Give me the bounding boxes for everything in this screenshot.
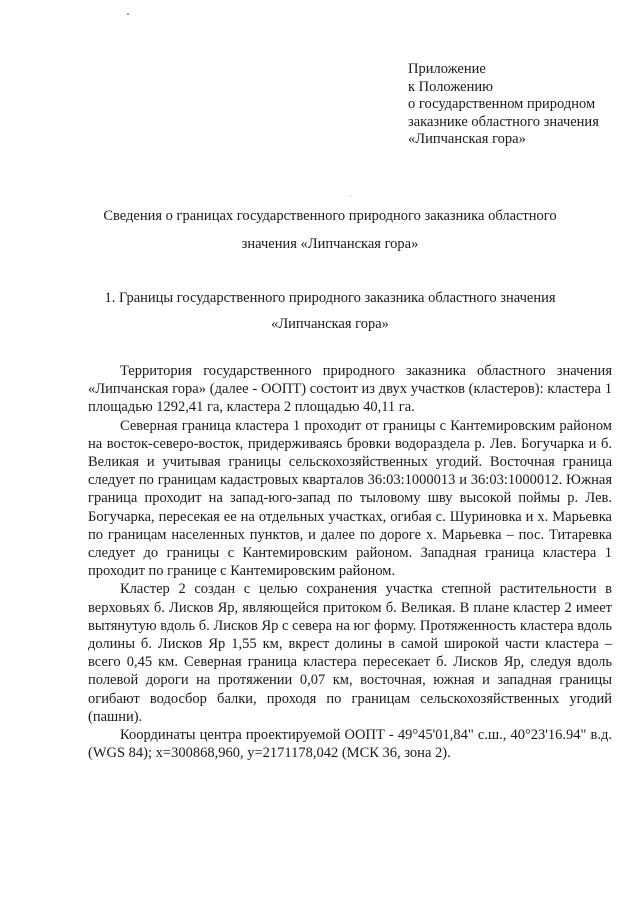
section-heading-line-1: 1. Границы государственного природного заказника областного значения (104, 290, 556, 306)
section-heading-line-2: «Липчанская гора» (271, 316, 389, 332)
appendix-line: Приложение (408, 61, 486, 77)
appendix-line: заказнике областного значения (408, 113, 599, 130)
paragraph: Северная граница кластера 1 проходит от границы с Кантемировским районом на восток-северо-восток, придерживаясь бровки водораздела р. Лев. Богучарка и б. Великая и учитывая границы сельскохозяйственных угодий. Восточная граница следует по границам кадастровых кварталов 36:03:1000013 и 36:03:1000012. Южная граница проходит на запад-юго-запад по тыловому шву высокой поймы р. Лев. Богучарка, пересекая ее на отдельных участках, огибая с. Шуриновка и х. Марьевка по границам населенных пунктов, и далее по дороге х. Марьевка – пос. Титаревка следует до границы с Кантемировским районом. Западная граница кластера 1 проходит по границе с Кантемировским районом. (88, 417, 612, 580)
paragraph: Территория государственного природного заказника областного значения «Липчанская гора» (далее - ООПТ) состоит из двух участков (кластеров): кластера 1 площадью 1292,41 га, кластера 2 площадью 40,11 га. (88, 363, 612, 416)
appendix-line: «Липчанская гора» (408, 131, 526, 148)
appendix-note (408, 61, 599, 149)
scan-speck (127, 13, 129, 15)
document-title-line-1: Сведения о границах государственного природного заказника областного (103, 208, 557, 224)
appendix-line: к Положению (408, 78, 493, 95)
document-body (88, 362, 612, 762)
scan-speck (350, 195, 351, 196)
paragraph: Кластер 2 создан с целью сохранения участка степной растительности в верховьях б. Лисков Яр, являющейся притоком б. Великая. В плане кластер 2 имеет вытянутую вдоль б. Лисков Яр с севера на юг форму. Протяженность кластера вдоль долины б. Лисков Яр 1,55 км, вкрест долины в самой широкой части кластера – всего 0,45 км. Северная граница кластера пересекает б. Лисков Яр, следуя вдоль полевой дороги на протяжении 0,07 км, восточная, южная и западная границы огибают водосбор балки, проходя по границам сельскохозяйственных угодий (пашни). (88, 581, 612, 725)
paragraph: Координаты центра проектируемой ООПТ - 49°45'01,84" с.ш., 40°23'16.94" в.д. (WGS 84); х=300868,960, у=2171178,042 (МСК 36, зона 2). (88, 727, 612, 762)
appendix-line: о государственном природном (408, 96, 596, 113)
document-title-line-2: значения «Липчанская гора» (241, 236, 419, 252)
